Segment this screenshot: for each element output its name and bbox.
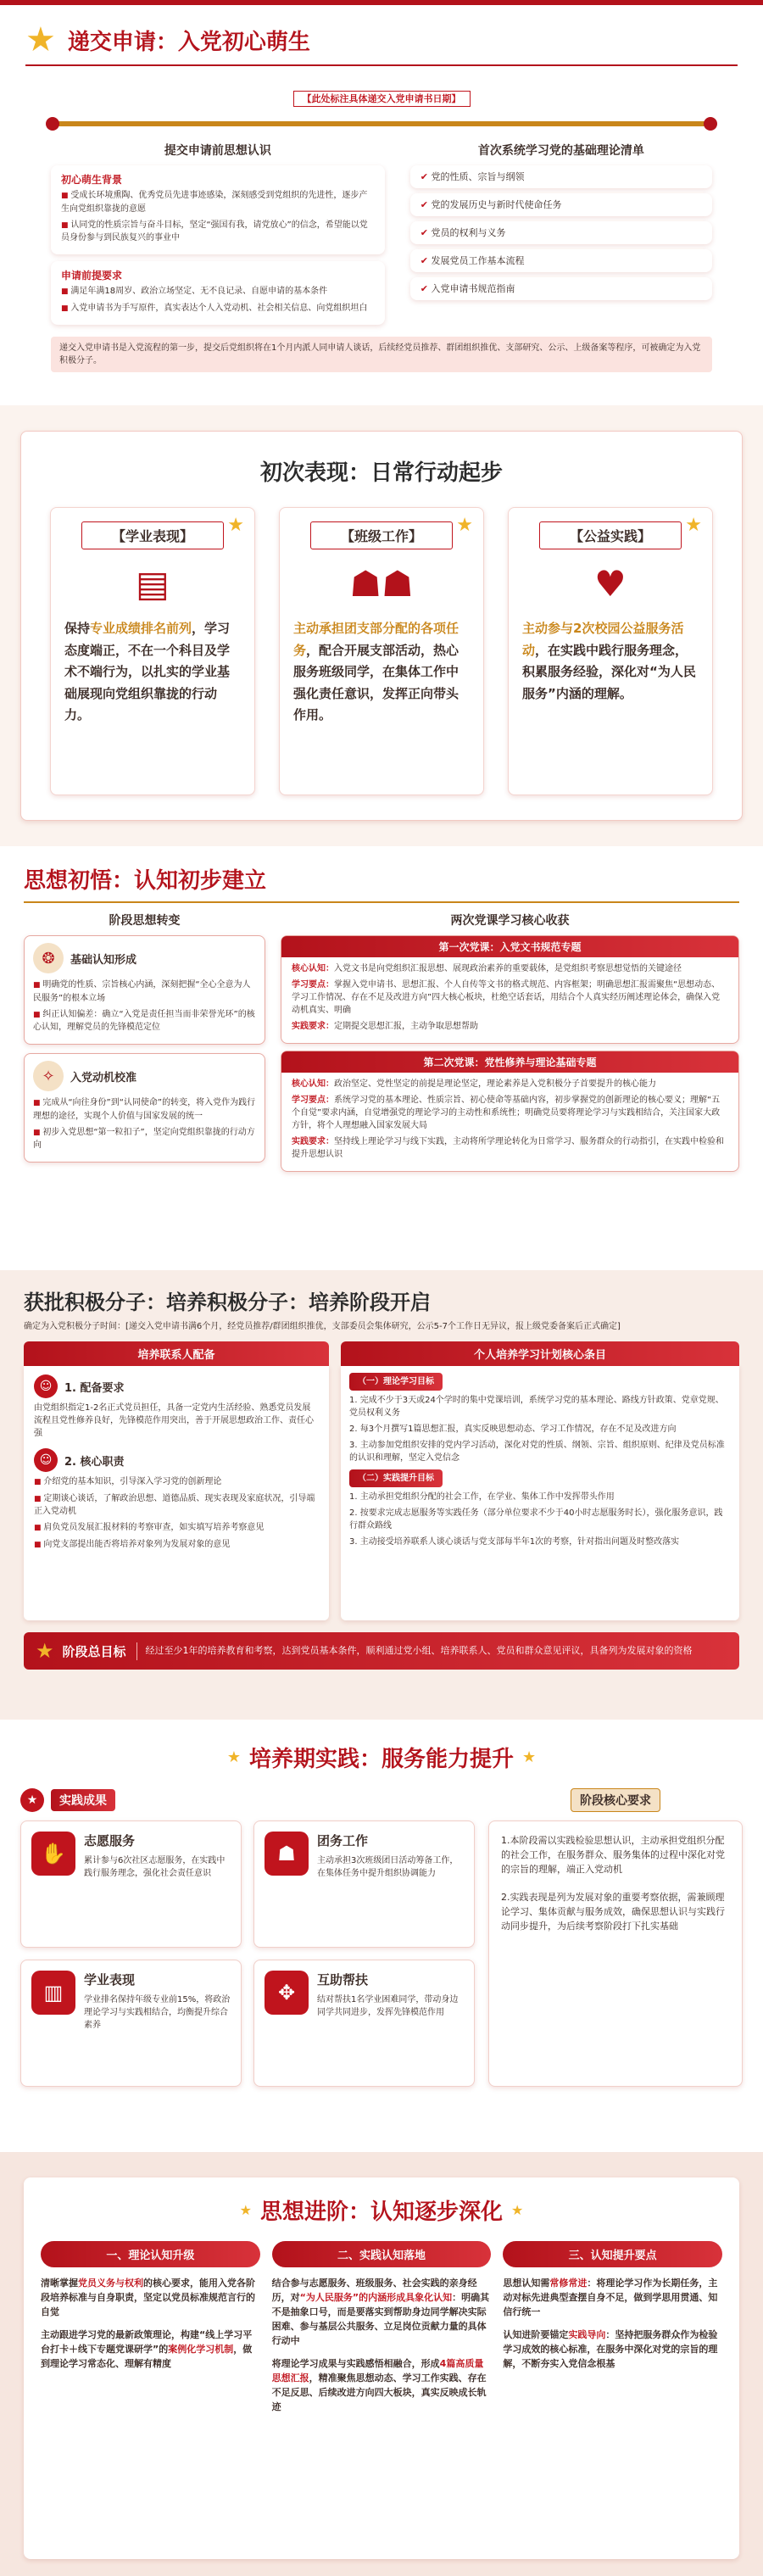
text-post: 的核心要求，能用入党各阶段培养标准与自身职责，坚定以党员标准规范言行的自觉: [41, 2278, 255, 2318]
footnote: 递交入党申请书是入党流程的第一步，提交后党组织将在1个月内派人同申请人谈话，后续经党员推荐、群团组织推优、支部研究、公示、上级备案等程序，可被确定为入党积极分子。: [51, 337, 712, 372]
volunteer-card: [20, 1820, 242, 1948]
list-item: 3. 主动接受培养联系人谈心谈话与党支部每半年1次的考察，针对指出问题及时整改落实: [349, 1537, 680, 1547]
highlight-text: 实践导向: [568, 2329, 606, 2341]
card-title: 互助帮扶: [317, 1972, 369, 1988]
list-item: 3. 主动参加党组织安排的党内学习活动，深化对党的性质、纲领、宗旨、组织原则、纪律及党员标准的认识和理解，坚定入党信念: [349, 1441, 725, 1463]
item-value: 政治坚定、党性坚定的前提是理论坚定，理论素养是入党积极分子首要提升的核心能力: [334, 1079, 656, 1089]
list-item: ■ 明确党的性质、宗旨核心内涵，深刻把握“全心全意为人民服务”的根本立场: [33, 979, 256, 1005]
list-item: [292, 979, 728, 1017]
highlight-text: 主动承担团支部分配的各项任务: [293, 621, 459, 658]
block-title: 1. 配备要求: [64, 1381, 125, 1395]
column-practice: [272, 2241, 492, 2417]
highlight-text: 主动参与2次校园公益服务活动: [522, 621, 684, 658]
text-post: ：将理论学习作为长期任务，主动对标先进典型查摆自身不足，做到学思用贯通、知信行统一: [503, 2278, 718, 2318]
text-post: ，在实践中践行服务理念，积累服务经验，深化对“为人民服务”内涵的理解。: [522, 642, 696, 701]
item-key: 实践要求：: [292, 1022, 334, 1031]
text-post: ，学习态度端正，不在一个科目及学术不端行为，以扎实的学业基础展现向党组织靠拢的行动力。: [64, 621, 231, 722]
section-thought-awakening: [0, 846, 763, 1270]
right-panel-title: 首次系统学习党的基础理论清单: [477, 144, 644, 159]
contact-panel: [24, 1366, 329, 1620]
section-title: 思想进阶：认知逐步深化: [259, 2200, 503, 2225]
star-icon: ★: [25, 20, 56, 59]
lecture-block: [281, 1051, 739, 1172]
item-key: 核心认知：: [292, 1079, 334, 1089]
left-panel-title: 实践成果: [51, 1789, 115, 1811]
cognition-block: [24, 935, 265, 1045]
column-title: 二、实践认知落地: [272, 2241, 492, 2267]
block-title: 第一次党课：入党文书规范专题: [281, 936, 738, 957]
card-title: 【学业表现】: [81, 521, 224, 549]
list-item: 1.本阶段需以实践检验思想认识，主动承担党组织分配的社会工作，在服务群众、服务集体的过程中深化对党的宗旨的理解，端正入党动机: [501, 1835, 725, 1876]
item-key: 核心认知：: [292, 964, 334, 973]
card-text: [293, 618, 470, 727]
person-icon: ☺: [34, 1374, 58, 1398]
people-icon: ☗☗: [349, 563, 414, 605]
mutual-aid-card: [253, 1960, 475, 2087]
star-icon: ★: [227, 515, 244, 536]
list-item: [292, 1020, 728, 1033]
card-text: 累计参与6次社区志愿服务，在实践中践行服务理念，强化社会责任意识: [84, 1856, 226, 1878]
section-activist: [0, 1270, 763, 1720]
list-item: ✔ 党的性质、宗旨与纲领: [410, 165, 712, 188]
star-icon: ★: [522, 1748, 537, 1766]
list-item: ■ 定期谈心谈话，了解政治思想、道德品质、现实表现及家庭状况，引导端正入党动机: [34, 1492, 319, 1519]
section-initial-performance: [0, 405, 763, 846]
team-icon: ☗: [265, 1832, 309, 1876]
text-post: ：明确其不是抽象口号，而是要落实到帮助身边同学解决实际困难、参与基层公共服务、立足岗位贡献力量的具体行动中: [271, 2292, 490, 2347]
plan-panel: [341, 1366, 739, 1620]
list-item: [503, 2328, 722, 2371]
section-title: 获批积极分子：培养积极分子：培养阶段开启: [24, 1291, 431, 1314]
section-thought-advance: [0, 2152, 763, 2576]
list-item: ■ 纠正认知偏差：确立“入党是责任担当而非荣誉光环”的核心认知，理解党员的先锋模范定位: [33, 1008, 256, 1034]
highlight-text: 专业成绩排名前列: [90, 621, 192, 636]
star-icon: ★: [456, 515, 473, 536]
section-subtitle: 确定为入党积极分子时间：[递交入党申请书满6个月，经党员推荐/群团组织推优，支部委员会集体研究，公示5-7个工作日无异议，报上级党委备案后正式确定]: [24, 1322, 621, 1331]
text-pre: 清晰掌握: [41, 2278, 78, 2289]
item-value: 入党文书是向党组织汇报思想、展现政治素养的重要载体，是党组织考察思想觉悟的关键途径: [334, 964, 682, 973]
column-title: 一、理论认知升级: [41, 2241, 260, 2267]
stage-goal-banner: [24, 1632, 739, 1670]
text-pre: 保持: [64, 621, 91, 636]
card-title: 【班级工作】: [310, 521, 453, 549]
text-post: ，做到理论学习常态化、理解有精度: [41, 2344, 253, 2370]
highlight-text: 党员义务与权利: [78, 2278, 143, 2289]
handshake-icon: ✥: [265, 1971, 309, 2015]
star-icon: ★: [685, 515, 702, 536]
right-panel-title: 阶段核心要求: [571, 1788, 660, 1812]
item-value: 系统学习党的基本理论、性质宗旨、初心使命等基础内容，初步掌握党的创新理论的核心要义；理解“五个自觉”要求内涵，自觉增强党的理论学习的主动性和系统性；明确党员要将理论学习与实践相结合，关注国家大政方针，将个人理想融入国家发展大局: [292, 1096, 721, 1130]
lecture-block: [281, 935, 739, 1044]
star-icon: ★: [239, 2202, 252, 2218]
left-panel-title: 阶段思想转变: [109, 914, 181, 928]
list-item: [292, 1078, 728, 1090]
list-item: 1. 完成不少于3天或24个学时的集中党课培训，系统学习党的基本理论、路线方针政策、党章党规、党员权利义务: [349, 1396, 724, 1418]
book-icon: ▥: [31, 1971, 75, 2015]
brain-icon: ❂: [33, 943, 64, 973]
timeline-bar: [51, 121, 712, 126]
league-work-card: [253, 1820, 475, 1948]
section-practice: [0, 1720, 763, 2152]
list-item: ■ 入党申请书为手写原件，真实表达个人入党动机、社会相关信息、向党组织坦白: [61, 302, 375, 315]
highlight-text: 常修常进: [549, 2278, 588, 2289]
list-item: 2. 每3个月撰写1篇思想汇报，真实反映思想动态、学习工作情况，存在不足及改进方向: [349, 1425, 677, 1434]
right-panel-title: 个人培养学习计划核心条目: [341, 1341, 739, 1366]
section-title: 思想初悟：认知初步建立: [24, 868, 267, 894]
text-pre: 主动跟进学习党的最新政策理论，构建“线上学习平台打卡＋线下专题党课研学”的: [41, 2329, 253, 2356]
block-title: 申请前提要求: [61, 270, 123, 282]
star-icon: ★: [226, 1748, 241, 1766]
card-text: [64, 618, 241, 727]
list-item: ✔ 发展党员工作基本流程: [410, 249, 712, 272]
compass-icon: ✧: [33, 1061, 64, 1091]
list-item: [292, 962, 728, 975]
class-work-card: [279, 507, 484, 795]
list-item: [503, 2276, 722, 2319]
list-item: 1. 主动承担党组织分配的社会工作，在学业、集体工作中发挥带头作用: [349, 1492, 615, 1502]
list-item: 2.实践表现是列为发展对象的重要考察依据，需兼顾理论学习、集体贡献与服务成效，确保思想认识与实践行动同步提升，为后续考察阶段打下扎实基础: [501, 1892, 725, 1932]
card-text: [522, 618, 699, 705]
text-post: ，配合开展支部活动，热心服务班级同学，在集体工作中强化责任意识，发挥正向带头作用。: [293, 642, 459, 722]
section-application: [0, 0, 763, 405]
list-item: ■ 满足年满18周岁、政治立场坚定、无不良记录、自愿申请的基本条件: [61, 285, 375, 298]
card-text: 学业排名保持年级专业前15%，将政治理论学习与实践相结合，均衡提升综合素养: [84, 1995, 231, 2030]
block-title: 2. 核心职责: [64, 1455, 125, 1469]
column-key-points: [503, 2241, 722, 2417]
block-title: 基础认知形成: [70, 953, 137, 967]
block-title: 初心萌生背景: [61, 174, 123, 187]
list-item: ■ 向党支部提出能否将培养对象列为发展对象的意见: [34, 1538, 319, 1552]
list-item: ✔ 党员的权利与义务: [410, 221, 712, 244]
text-pre: 结合参与志愿服务、班级服务、社会实践的亲身经历，对: [271, 2278, 477, 2304]
card-text: 结对帮扶1名学业困难同学，带动身边同学共同进步，发挥先锋模范作用: [317, 1995, 459, 2017]
star-icon: ★: [511, 2202, 524, 2218]
item-value: 坚持线上理论学习与线下实践，主动将所学理论转化为日常学习、服务群众的行动指引，在实践中检验和提升思想认识: [292, 1137, 724, 1159]
list-item: ✔ 党的发展历史与新时代使命任务: [410, 193, 712, 216]
text-post: ：坚持把服务群众作为检验学习成效的核心标准，在服务中深化对党的宗旨的理解，不断夯实入党信念根基: [503, 2329, 718, 2370]
list-item: 2. 按要求完成志愿服务等实践任务（部分单位要求不少于40小时志愿服务时长），强化服务意识，践行群众路线: [349, 1508, 723, 1531]
list-item: [272, 2356, 492, 2414]
text-pre: 认知进阶要锚定: [503, 2329, 569, 2341]
list-item: ■ 初步入党思想“第一粒扣子”，坚定向党组织靠拢的行动方向: [33, 1126, 256, 1152]
column-theory: [41, 2241, 260, 2417]
card-title: 团务工作: [317, 1833, 369, 1848]
star-icon: ★: [36, 1639, 54, 1663]
section-title: 初次表现：日常行动起步: [259, 460, 503, 486]
hand-icon: ✋: [31, 1832, 75, 1876]
section-title: 培养期实践：服务能力提升: [248, 1747, 514, 1772]
left-panel-title: 培养联系人配备: [24, 1341, 329, 1366]
block-title: （一）理论学习目标: [349, 1373, 443, 1391]
list-item: ■ 介绍党的基本知识，引导深入学习党的创新理论: [34, 1475, 319, 1489]
list-item: 由党组织指定1-2名正式党员担任，具备一定党内生活经验、熟悉党员发展流程且党性修养良好，先锋模范作用突出，善于开展思想政治工作、责任心强: [34, 1403, 314, 1438]
text-pre: 将理论学习成果与实践感悟相融合，形成: [271, 2358, 440, 2370]
charity-card: [508, 507, 713, 795]
study-card: [50, 507, 255, 795]
list-item: [292, 1094, 728, 1132]
list-item: [272, 2276, 492, 2348]
left-panel-title: 提交申请前思想认识: [164, 144, 271, 159]
card-title: 【公益实践】: [539, 521, 682, 549]
highlight-text: 4篇高质量思想汇报: [271, 2358, 484, 2384]
section-title: 递交申请：入党初心萌生: [67, 29, 310, 55]
card-title: 志愿服务: [84, 1833, 136, 1848]
requirements-panel: [488, 1820, 743, 2087]
list-item: ■ 认同党的性质宗旨与奋斗目标，坚定“强国有我，请党放心”的信念，希望能以党员身份参与到民族复兴的事业中: [61, 219, 375, 245]
text-pre: 思想认知需: [503, 2278, 550, 2289]
list-item: ✔ 入党申请书规范指南: [410, 277, 712, 300]
card-text: 主动承担3次班级团日活动筹备工作，在集体任务中提升组织协调能力: [317, 1856, 459, 1878]
column-title: 三、认知提升要点: [503, 2241, 722, 2267]
block-title: （二）实践提升目标: [349, 1469, 443, 1487]
list-item: ■ 肩负党员发展汇报材料的考察审查，如实填写培养考察意见: [34, 1521, 319, 1535]
heart-hand-icon: ♥: [594, 563, 627, 605]
goal-text: 经过至少1年的培养教育和考察，达到党员基本条件，顺利通过党小组、培养联系人、党员和群众意见评议，具备列为发展对象的资格: [145, 1644, 693, 1656]
right-panel-title: 两次党课学习核心收获: [450, 914, 570, 928]
item-value: 定期提交思想汇报，主动争取思想帮助: [334, 1022, 478, 1031]
books-icon: ▤: [136, 563, 170, 605]
goal-label: 阶段总目标: [63, 1642, 137, 1660]
list-item: [41, 2276, 260, 2319]
item-key: 学习要点：: [292, 980, 334, 990]
list-item: [41, 2328, 260, 2371]
timeline-note: 【此处标注具体递交入党申请书日期】: [293, 91, 471, 107]
person-icon: ☺: [34, 1448, 58, 1472]
highlight-text: “为人民服务”的内涵形成具象化认知: [299, 2292, 453, 2304]
item-key: 学习要点：: [292, 1096, 334, 1105]
highlight-text: 案例化学习机制: [168, 2344, 234, 2356]
item-value: 掌握入党申请书、思想汇报、个人自传等文书的格式规范、内容框架；明确思想汇报需聚焦“思想动态、学习工作情况、存在不足及改进方向”四大核心板块，杜绝空话套话，用结合个人真实经历阐述理论体会，确保入党动机真实、明确: [292, 980, 721, 1015]
list-item: ■ 完成从“向往身份”到“认同使命”的转变，将入党作为践行理想的途径，实现个人价值与国家发展的统一: [33, 1096, 256, 1123]
list-item: [292, 1135, 728, 1161]
text-post: ，精准聚焦思想动态、学习工作实践、存在不足反思、后续改进方向四大板块，真实反映成长轨迹: [271, 2372, 487, 2413]
star-badge-icon: ★: [20, 1788, 44, 1812]
academic-card: [20, 1960, 242, 2087]
block-title: 入党动机校准: [70, 1071, 137, 1084]
card-title: 学业表现: [84, 1972, 136, 1988]
requirement-block: [51, 261, 385, 325]
background-block: [51, 165, 385, 254]
item-key: 实践要求：: [292, 1137, 334, 1146]
block-title: 第二次党课：党性修养与理论基础专题: [281, 1051, 738, 1073]
motive-block: [24, 1053, 265, 1163]
list-item: ■ 受成长环境熏陶、优秀党员先进事迹感染，深刻感受到党组织的先进性，逐步产生向党组织靠拢的意愿: [61, 189, 375, 215]
